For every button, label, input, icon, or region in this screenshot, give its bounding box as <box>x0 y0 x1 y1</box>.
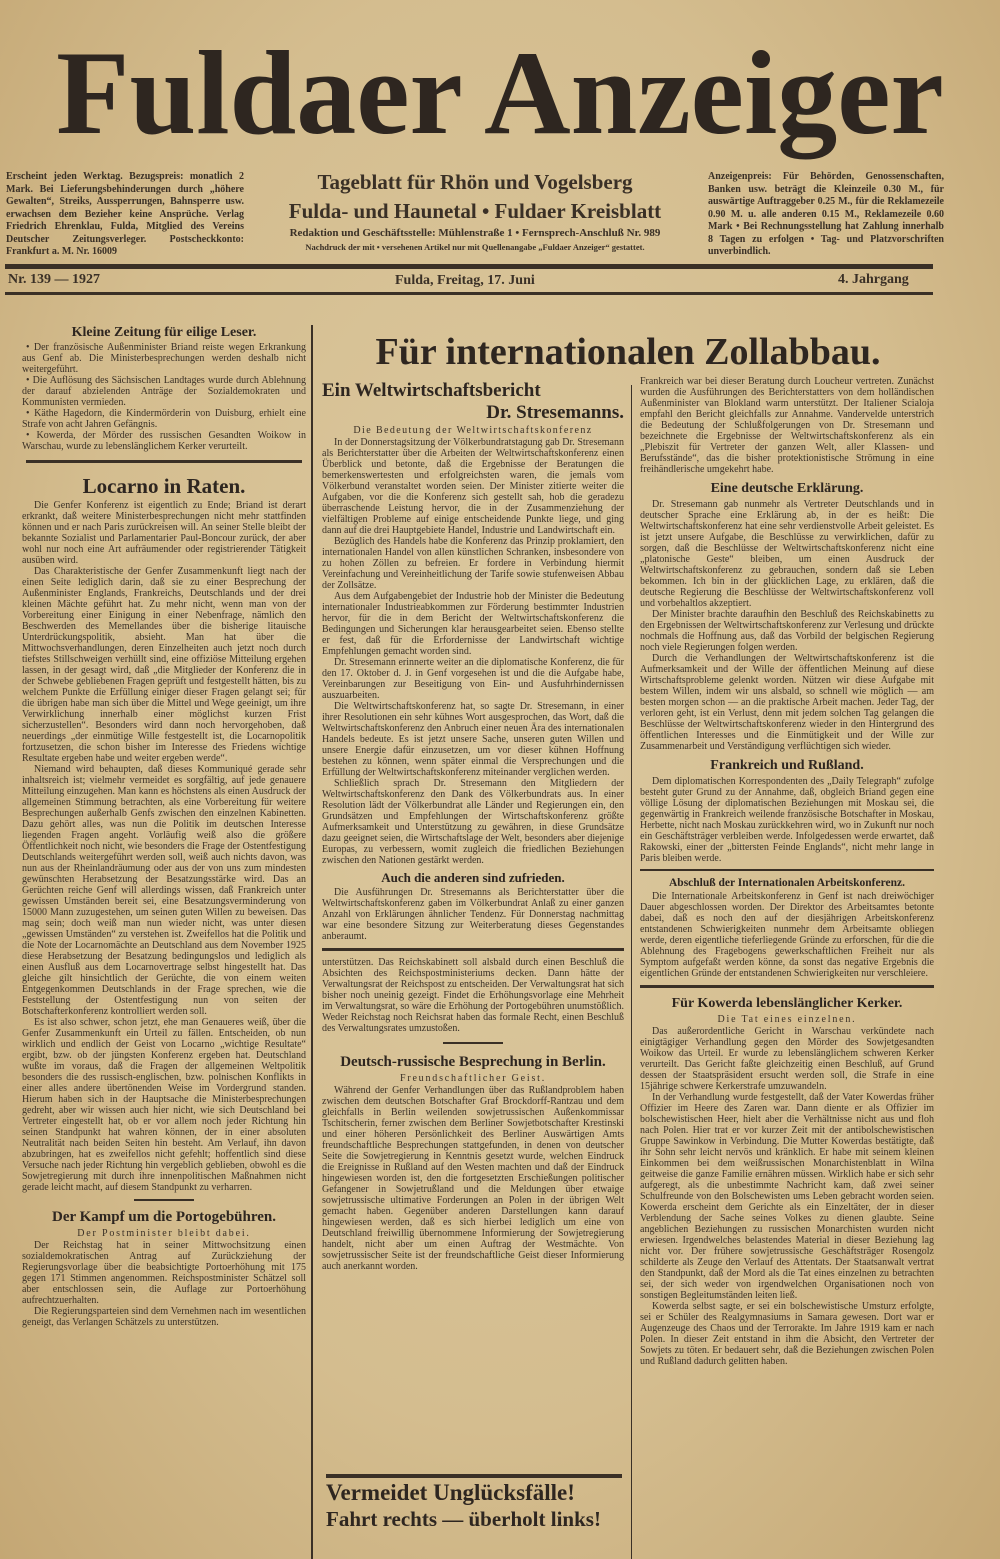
paragraph: Bezüglich des Handels habe die Konferenz das Prinzip proklamiert, den internationalen Handel von allen künstlichen Schranken, insbesondere von zu hohen Zöllen zu befreien. Er fordere in Verbindung hiermit Vereinfachung und Vereinheitlichung der Tarife sowie stufenweisen Abbau der Zollsätze. <box>322 536 624 591</box>
section-title: Auch die anderen sind zufrieden. <box>381 870 565 885</box>
paragraph: Es ist also schwer, schon jetzt, ehe man Genaueres weiß, über die Genfer Zusammenkunft ein Urteil zu fällen. Entscheiden, ob nun wirklich und endlich der Geist von Locarno „wichtige Resultate“ ergibt, bzw. ob der jüngsten Konferenz ergeben hat. Deutschland wußte im voraus, daß die Fragen der allgemeinen Weltpolitik besonders die des russisch-englischen, bzw. polnischen Konflikts in einer alles andere übertönenden Weise im Vordergrund standen. Hierum haben sich in der Hauptsache die Ministerbesprechungen gedreht, aber wir wissen auch hier nicht, wie sich Deutschland bei Vertreter eingestellt hat, ob er vor allem noch jeder Richtung hin seinen Standpunkt hat wahren können, der in einer absoluten Neutralität nach beiden Seiten hin besteht. Am Verlauf, ihn davon abzubringen, hat es zweifellos nicht gefehlt; hoffentlich sind diese Versuche nach jeder Richtung hin vergeblich geblieben, obwohl es die Sowjetregierung mit durch ihre innenpolitischen Maßnahmen nicht gerade leicht macht, auf diesem Standpunkt zu verharren. <box>22 1017 306 1193</box>
news-item: • Die Auflösung des Sächsischen Landtages wurde durch Ablehnung der darauf abzielenden Anträge der Sozialdemokraten und Kommunisten vermieden. <box>22 375 306 408</box>
news-item: • Käthe Hagedorn, die Kindermörderin von Duisburg, erhielt eine Strafe von acht Jahren Gefängnis. <box>22 408 306 430</box>
end-rule <box>134 1199 194 1201</box>
subscription-info: Erscheint jeden Werktag. Bezugspreis: monatlich 2 Mark. Bei Lieferungsbehinderungen durch „höhere Gewalten“, Streiks, Aussperrungen, Bahnsperre usw. erwachsen dem Bezieher keine Ansprüche. Verlag Friedrich Ehrenklau, Fulda, Mitglied des Vereins Deutscher Zeitungsverleger. Postscheckkonto: Frankfurt a. M. Nr. 16009 <box>6 171 244 257</box>
paragraph: In der Donnerstagsitzung der Völkerbundratstagung gab Dr. Stresemann als Berichterstatter über die Arbeiten der Weltwirtschaftskonferenz einen Überblick und betonte, daß die Ergebnisse der Beratungen die bemerkenswertesten und erfolgreichsten waren, die jemals vom Völkerbund veranstaltet worden seien. Der Minister zitierte weiter die Aufgaben, vor die die Konferenz sich gestellt sah, hob die geradezu überraschende Leistung hervor, die in der Zusammenziehung der vielfältigen Probleme auf einige entscheidende Punkte liege, und ging dann auf die drei Hauptgebiete Handel, Industrie und Landwirtschaft ein. <box>322 437 624 536</box>
paragraph: Kowerda selbst sagte, er sei ein bolschewistische Umsturz erfolgte, sei er Schüler des Realgymnasiums in Samara gewesen. Dort war er Augenzeuge des Chaos und der Terrorakte. Im Jahre 1919 kam er nach Polen. In dieser Zeit entstand in ihm die Absicht, den Vertreter der Sowjets zu töten. Er bedauert sehr, daß die Beziehungen zwischen Polen und Rußland dadurch gelitten haben. <box>640 1301 934 1367</box>
reprint-notice: Nachdruck der mit • versehenen Artikel nur mit Quellenangabe „Fuldaer Anzeiger“ gestattet. <box>305 242 645 252</box>
place-date: Fulda, Freitag, 17. Juni <box>395 273 535 288</box>
paragraph: Dr. Stresemann gab nunmehr als Vertreter Deutschlands und in deutscher Sprache eine Erklärung ab, in der es heißt: Die Weltwirtschaftskonferenz hat eine sehr verdienstvolle Arbeit geleistet. Es ist jetzt unsere Aufgabe, die Beschlüsse zu verwirklichen, dafür zu sorgen, daß die Beschlüsse der Weltwirtschaftskonferenz nicht eine „platonische Geste“ bleiben, um einen Ausdruck der Weltwirtschaftskonferenz zu gebrauchen, sondern daß sie Leben bekommen. Ich bin in der glücklichen Lage, zu erklären, daß die deutsche Regierung die Beschlüsse der Weltwirtschaftskonferenz voll und vorbehaltlos akzeptiert. <box>640 499 934 609</box>
paragraph: Die Weltwirtschaftskonferenz hat, so sagte Dr. Stresemann, in einer ihrer Resolutionen ein sehr kühnes Wort ausgesprochen, das Wort, daß die Weltwirtschaftskonferenz den Anbruch einer neuen Ära des internationalen Handels bedeute. Es ist jetzt unsere Sache, unseren guten Willen und unsere Energie dafür einzusetzen, um vor dieser kühnen Hoffnung bestehen zu können, wenn später einmal die Versprechungen und die Erfüllung der Weltwirtschaftskonferenz miteinander verglichen werden. <box>322 701 624 778</box>
article-weltwirtschaftsbericht <box>322 380 624 942</box>
paragraph: Durch die Verhandlungen der Weltwirtschaftskonferenz ist die Aufmerksamkeit und der Wille der öffentlichen Meinung auf diese Wirtschaftsprobleme gelenkt worden. Nützen wir diese Aufgabe mit bestem Willen, indem wir uns alsbald, so schnell wie möglich — am besten morgen schon — an die praktische Arbeit machen. Jeder Tag, der verloren geht, ist ein Verlust, denn mit jedem solchen Tag gelangen die Beschlüsse der Weltwirtschaftskonferenz wieder in den Hintergrund des öffentlichen Interesses und die Einmütigkeit und der Wille zur Zusammenarbeit und Verständigung verflüchtigen sich wieder. <box>640 653 934 752</box>
column-divider <box>311 325 313 1559</box>
article-title-continued: Dr. Stresemanns. <box>486 402 624 423</box>
news-item: • Kowerda, der Mörder des russischen Gesandten Woikow in Warschau, wurde zu lebenslänglichem Kerker verurteilt. <box>22 430 306 452</box>
paragraph: Niemand wird behaupten, daß dieses Kommuniqué gerade sehr inhaltsreich ist; vielmehr vermeidet es sorgfältig, auf jede genauere Mitteilung einzugehen. Man kann es höchstens als einen Ausdruck der allgemeinen Stimmung betrachten, als eine Vorbereitung für weitere Besprechungen außerhalb Genfs zwischen den einzelnen Kabinetten. Dazu gehört alles, was nun die Politik im deutschen Interesse liegenden Fragen angeht. Vorläufig weiß also die größere Öffentlichkeit noch nicht, wie besonders die Frage der Ostentfestigung Deutschlands weitergeführt werden soll, weiß auch nichts davon, was nun aus der Rheinlandräumung oder aus der von uns zum mindesten gewünschten Herabsetzung der Besatzungsstärke wird. Das an Gerüchten reiche Genf will allerdings wissen, daß Frankreich unter gewissen Umständen bereit sei, eine Besatzungsverminderung von 15000 Mann zuzugestehen, um seinen guten Willen zu beweisen. Das mag sein; doch weiß man nun wieder nicht, was unter diesen „gewissen Umständen“ zu verstehen ist. Zweifellos hat die Politik und die Note der Locarnomächte an Deutschland aus dem November 1925 diese Herabsetzung der Besatzung bedingungslos und lediglich als einen Ausfluß aus dem Locarnovertrage selbst hingestellt hat. Das gleiche gilt hinsichtlich der Gerüchte, die von einem weiten Entgegenkommen Deutschlands in der Frage sprechen, wie die Feststellung der Ostentfestigung nun von seiten der Botschafterkonferenz kontrolliert werden soll. <box>22 764 306 1017</box>
paragraph: Dem diplomatischen Korrespondenten des „Daily Telegraph“ zufolge besteht guter Grund zu der Annahme, daß, obgleich Briand gegen eine völlige Lösung der diplomatischen Beziehungen mit Moskau sei, die gegenwärtig in Frankreich weilende französische Botschafter in Moskau, Herbette, nicht nach Moskau zurückkehren wird, wo in Zukunft nur noch ein Geschäftsträger verbleiben werde. Infolgedessen werde erwartet, daß Rakowski, einer der „bittersten Feinde Englands“, nicht mehr lange in Paris bleiben werde. <box>640 776 934 864</box>
article-title: Der Kampf um die Portogebühren. <box>51 1208 277 1225</box>
paragraph: Schließlich sprach Dr. Stresemann den Mitgliedern der Weltwirtschaftskonferenz den Dank des Völkerbundrats aus. In einer Resolution lädt der Völkerbundrat alle Länder und Regierungen ein, den Grundsätzen und Empfehlungen der Wirtschaftskonferenz größte Aufmerksamkeit und Unterstützung zu gewähren, in diese Grundsätze dazu geeignet seien, die Wirtschaftslage der Welt, besonders aber diejenige Europas, zu verbessern, womit zugleich die friedlichen Beziehungen zwischen den Nationen gestärkt werden. <box>322 778 624 866</box>
subtitle-line-1: Tageblatt für Rhön und Vogelsberg <box>317 170 633 194</box>
paragraph: Der Reichstag hat in seiner Mittwochsitzung einen sozialdemokratischen Antrag auf Zurückziehung der Regierungsvorlage über die beabsichtigte Portoerhöhung mit 175 gegen 171 Stimmen angenommen. Reichspostminister Schätzel soll aber entschlossen sein, die Auflage zur Portoerhöhung aufrechtzuerhalten. <box>22 1239 306 1306</box>
section-title: Eine deutsche Erklärung. <box>710 481 864 496</box>
section-rule <box>640 869 934 871</box>
section-title: Abschluß der Internationalen Arbeitskonferenz. <box>669 877 905 889</box>
paragraph: Aus dem Aufgabengebiet der Industrie hob der Minister die Bedeutung internationaler Industrieabkommen zur Förderung bestimmter Industrien hervor, für die in dem Bericht der Weltwirtschaftskonferenz die Bedingungen und Sicherungen klar herausgearbeitet seien. Ebenso stellte er fest, daß für die Erfordernisse der Landwirtschaft wichtige Empfehlungen gemacht worden sind. <box>322 591 624 657</box>
section-rule <box>322 948 624 951</box>
ad-rule <box>326 1474 622 1478</box>
end-rule <box>443 1042 503 1044</box>
article-portogebuehren <box>22 1207 306 1328</box>
right-column <box>640 376 934 1367</box>
ad-line-1: Vermeidet Unglücksfälle! <box>326 1480 575 1505</box>
main-headline: Für internationalen Zollabbau. <box>375 331 881 373</box>
article-title: Ein Weltwirtschaftsbericht <box>322 380 541 401</box>
subheader-center <box>252 168 698 253</box>
article-title: Deutsch-russische Besprechung in Berlin. <box>340 1053 606 1070</box>
article-locarno <box>22 473 306 1193</box>
traffic-safety-ad <box>326 1480 624 1532</box>
paragraph: In der Verhandlung wurde festgestellt, daß der Vater Kowerdas früher Offizier im Heere des Zaren war. Dann diente er als Offizier im bolschewistischen Heer, hielt aber die Verhältnisse nicht aus und floh nach Polen. Hier trat er vor kurzer Zeit mit der antibolschewistischen Gruppe Sawinkow in Verbindung. Die Mutter Kowerdas bestätigte, daß ihr Sohn sehr leicht nervös und kränklich. Er habe mit seinem kleinen Einkommen bei dem weißrussischen Monarchistenblatt in Wilna geitweise die ganze Familie ernähren müssen. Wirklich habe er sich sehr aufgeregt, als die unbestimmte Nachricht kam, daß zwei seiner Schulfreunde von den Bolschewisten ums Leben gebracht worden seien. Kowerda erscheint dem Gerichte als ein Einzeltäter, der in dieser Verblendung der Sache seines Volkes zu dienen glaubte. Seine angeblichen Beziehungen zu russischen Monarchisten wurden nicht erwiesen. Irgendwelches belastendes Material in dieser Beziehung lag nicht vor. Der frühere sowjetrussische Geschäftsträger Rosengolz schilderte als Zeuge den Verlauf des Attentats. Der Staatsanwalt vertrat den Standpunkt, daß der Mord als die Tat eines einzelnen zu betrachten sei, der sich weder von irgendwelchen Organisationen noch von sonstigen Begleitumständen leiten ließ. <box>640 1092 934 1301</box>
paragraph: Die Ausführungen Dr. Stresemanns als Berichterstatter über die Weltwirtschaftskonferenz gaben im Völkerbundrat Anlaß zu einer ganzen Anzahl von Erklärungen ähnlicher Tendenz. Für Donnerstag nachmittag war eine besondere Sitzung zur Weiterberatung dieses Gegenstandes anberaumt. <box>322 887 624 942</box>
article-subtitle: Freundschaftlicher Geist. <box>399 1072 547 1084</box>
paragraph: Während der Genfer Verhandlungen über das Rußlandproblem haben zwischen dem deutschen Botschafter Graf Brockdorff-Rantzau und dem gleichfalls in Berlin weilenden sowjetrussischen Außenkommissar Tschitscherin, ferner zwischen dem Berliner Sowjetbotschafter Krestinski und einer höheren Persönlichkeit des Berliner Auswärtigen Amts freundschaftliche Besprechungen stattgefunden, in denen von deutscher Seite die Sowjetregierung in Kenntnis gesetzt wurde, welchen Eindruck die Ereignisse in Rußland auf den Westen machten und daß der Eindruck hingewiesen worden ist, den die fortgesetzten Erschießungen politischer Gefangener in Sowjetrußland und die Meldungen über etwaige sowjetrussische ultimative Forderungen an Polen in der übrigen Welt gemacht haben. Gegenüber anderen Darstellungen kann darauf hingewiesen werden, daß es sich hierbei lediglich um eine von Deutschland freiwillig übernommene Informierung der Sowjetregierung handelt, nicht aber um einen Auftrag der Westmächte. Von sowjetrussischer Seite ist der freundschaftliche Geist dieser Informierung auch anerkannt worden. <box>322 1084 624 1272</box>
paragraph: Dr. Stresemann erinnerte weiter an die diplomatische Konferenz, die für den 17. Oktober d. J. in Genf vorgesehen ist und die die Aufgabe habe, Vereinbarungen zur Beseitigung von Ein- und Ausfuhrhindernissen auszuarbeiten. <box>322 657 624 701</box>
editorial-address: Redaktion und Geschäftsstelle: Mühlenstraße 1 • Fernsprech-Anschluß Nr. 989 <box>289 227 661 239</box>
article-kowerda <box>640 994 934 1367</box>
section-title: Frankreich und Rußland. <box>710 758 864 773</box>
paragraph: Die Genfer Konferenz ist eigentlich zu Ende; Briand ist derart erkrankt, daß weitere Ministerbesprechungen nicht mehr stattfinden können und er nach Paris zurückreisen will. An seiner Stelle bleibt der bekannte Sozialist und Parlamentarier Paul-Boncour zurück, der aber wohl nur noch eine Art aufräumender oder registrierender Tätigkeit ausüben wird. <box>22 500 306 566</box>
left-column <box>22 324 306 1328</box>
article-subtitle: Der Postminister bleibt dabei. <box>77 1227 251 1239</box>
section-rule <box>640 985 934 988</box>
paragraph: Das Charakteristische der Genfer Zusammenkunft liegt nach der einen Seite lediglich darin, daß sie zu einer Besprechung der Außenminister Englands, Frankreichs, Deutschlands und der drei kleinen Mächte geführt hat. Zu mehr nicht, wenn man von der Vorbereitung einer Einigung in einer Nebenfrage, nämlich den Beschwerden des Memellandes über die bisherige litauische Unterdrückungspolitik, absieht. Man hat über die Mittwochsverhandlungen, deren Einzelheiten auch jetzt noch durch tiefstes Stillschweigen verhüllt sind, eine offiziöse Mitteilung ergehen lassen, in der gesagt wird, daß „die Mitglieder der Konferenz die in der Schwebe gebliebenen Fragen geprüft und festgestellt hätten, bis zu welchem Punkte die Erfüllung einiger dieser Fragen gelangt sei; für die übrigen habe man sich über die Mittel und Wege geeinigt, um ihre Verwirklichung innerhalb einer möglichst kurzen Frist sicherzustellen“. Besonders wird dann noch hervorgehoben, daß neuerdings „der einmütige Wille festgestellt ist, die Locarnopolitik fortzusetzen, die schon bisher im Interesse des Friedens wichtige Resultate ergeben habe und weiter ergeben werde“. <box>22 566 306 764</box>
masthead-title: Fuldaer Anzeiger <box>56 26 944 159</box>
article-porto-continued <box>322 957 624 1034</box>
article-title: Locarno in Raten. <box>82 474 246 498</box>
section-rule <box>26 460 302 463</box>
issue-number: Nr. 139 — 1927 <box>8 272 101 287</box>
middle-column <box>322 380 624 1272</box>
article-subtitle: Die Bedeutung der Weltwirtschaftskonferenz <box>353 425 593 436</box>
volume: 4. Jahrgang <box>838 272 909 287</box>
kleine-zeitung <box>22 324 306 452</box>
advertising-rates: Anzeigenpreis: Für Behörden, Genossenschaften, Banken usw. beträgt die Kleinzeile 0.30 M., für auswärtige Auftraggeber 0.25 M., für die Reklamezeile 0.90 M. u. alle anderen 0.15 M., Reklamezeile 0.60 Mark • Bei Rechnungsstellung hat Zahlung innerhalb 8 Tagen zu erfolgen • Tag- und Platzvorschriften unverbindlich. <box>708 171 944 257</box>
column-divider <box>631 385 632 1559</box>
paragraph: unterstützen. Das Reichskabinett soll alsbald durch einen Beschluß die Absichten des Reichspostministeriums decken. Dann hätte der Verwaltungsrat der Reichspost zu entscheiden. Der Verwaltungsrat hat sich bisher noch uneinig gezeigt. Findet die Erhöhungsvorlage eine Mehrheit im Verwaltungsrat, so wäre die Erhöhung der Portogebühren unumstößlich. Weder Reichstag noch Reichsrat haben das formale Recht, einen Beschluß des Verwaltungsrates umzustoßen. <box>322 957 624 1034</box>
kleine-zeitung-title: Kleine Zeitung für eilige Leser. <box>71 325 257 340</box>
paragraph: Die Internationale Arbeitskonferenz in Genf ist nach dreiwöchiger Dauer abgeschlossen worden. Der Direktor des Arbeitsamtes betonte dabei, daß es noch den auf der diesjährigen Arbeitskonferenz entstandenen Schwierigkeiten nunmehr dem Arbeitsamte obliegen werde, deren eigentliche tieferliegende Gründe zu erforschen, für die die Ablehnung des Fragebogens gewerkschaftlichen Freiheit nur als Symptom aufgefaßt werden könne, da sonst das negative Ergebnis die eigentlichen Gründe der entstandenen Schwierigkeiten nur verschleiere. <box>640 891 934 979</box>
dateline-rule <box>5 292 933 295</box>
masthead-rule <box>5 264 933 269</box>
paragraph: Das außerordentliche Gericht in Warschau verkündete nach einigtägiger Verhandlung gegen den Mörder des Sowjetgesandten Woikow das Urteil. Er wurde zu lebenslänglichem schweren Kerker verurteilt. Das Gericht faßte gleichzeitig einen Beschluß, auf Grund dessen der Staatspräsident ersucht werden soll, die Strafe in eine 15jährige schwere Kerkerstrafe umzuwandeln. <box>640 1026 934 1092</box>
news-item: • Der französische Außenminister Briand reiste wegen Erkrankung aus Genf ab. Die Ministerbesprechungen werden deshalb nicht weitergeführt. <box>22 342 306 375</box>
stresemann-continued <box>640 376 934 475</box>
article-berlin <box>322 1052 624 1272</box>
subtitle-line-2: Fulda- und Haunetal • Fuldaer Kreisblatt <box>288 199 662 223</box>
article-subtitle: Die Tat eines einzelnen. <box>717 1014 857 1025</box>
paragraph: Frankreich war bei dieser Beratung durch Loucheur vertreten. Zunächst wurden die Ausführungen des Berichterstatters von dem holländischen Außenminister van Blokland warm unterstützt. Der Italiener Scialoja empfahl den Bericht gleichfalls zur Annahme. Vandervelde unterstrich die Bedeutung der Schlußfolgerungen von Dr. Stresemann und bezeichnete die Ergebnisse der Weltwirtschaftskonferenz als ein „Plebiszit für Vertreter der ganzen Welt, aller Klassen- und Berufsstände“, das die bisher protektionistische Strömung in eine freihändlerische umgekehrt habe. <box>640 376 934 475</box>
paragraph: Die Regierungsparteien sind dem Vernehmen nach im wesentlichen geneigt, das Verlangen Schätzels zu unterstützen. <box>22 1305 306 1328</box>
article-title: Für Kowerda lebenslänglicher Kerker. <box>671 996 903 1011</box>
paragraph: Der Minister brachte daraufhin den Beschluß des Reichskabinetts zu den Ergebnissen der Weltwirtschaftskonferenz zur Verlesung und drückte nochmals die Hoffnung aus, daß das Vorbild der belgischen Regierung noch viele Regierungen folgen werden. <box>640 609 934 653</box>
ad-line-2: Fahrt rechts — überholt links! <box>326 1507 601 1531</box>
